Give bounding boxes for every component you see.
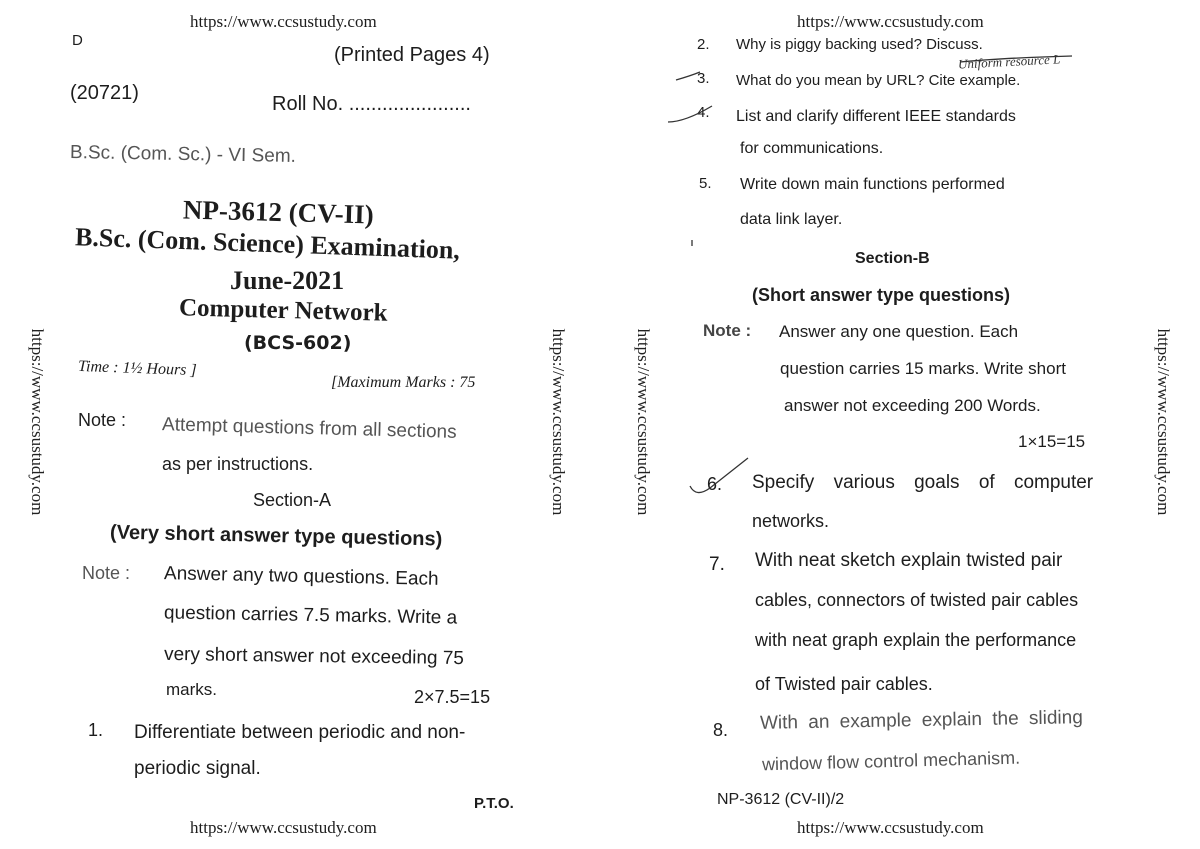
section-a-note-line-1: Answer any two questions. Each <box>163 563 439 590</box>
watermark-top-left: https://www.ccsustudy.com <box>190 12 377 31</box>
question-6-line-1: Specify various goals of computer <box>752 472 1094 493</box>
question-5-line-1: Write down main functions performed <box>740 176 1005 193</box>
time-label: Time : 1½ Hours ] <box>77 357 197 380</box>
question-8-line-2: window flow control mechanism. <box>761 747 1021 775</box>
subject-code: (BCS-602) <box>244 332 352 354</box>
question-6-line-2: networks. <box>752 511 830 531</box>
section-b-marks: 1×15=15 <box>1018 432 1086 451</box>
section-b-note-line-1: Answer any one question. Each <box>779 322 1019 341</box>
question-7-line-1: With neat sketch explain twisted pair <box>755 550 1063 571</box>
question-4-line-2: for communications. <box>740 140 884 157</box>
note-label: Note : <box>78 410 127 430</box>
printed-pages: (Printed Pages 4) <box>334 44 490 66</box>
question-7-line-2: cables, connectors of twisted pair cables <box>755 590 1079 610</box>
section-a-note-line-4: marks. <box>166 680 217 699</box>
question-1-line-1: Differentiate between periodic and non- <box>134 722 466 743</box>
question-7-number: 7. <box>709 554 725 575</box>
watermark-side-2: https://www.ccsustudy.com <box>549 328 568 516</box>
footer-code: NP-3612 (CV-II)/2 <box>717 791 845 808</box>
corner-mark: D <box>72 32 83 49</box>
exam-title: B.Sc. (Com. Science) Examination, <box>74 222 461 265</box>
question-8-number: 8. <box>713 720 729 740</box>
question-7-line-3: with neat graph explain the performance <box>755 630 1077 650</box>
question-6-number: 6. <box>707 474 723 494</box>
handwritten-note: Uniform resource L <box>957 51 1061 72</box>
question-3-text: What do you mean by URL? Cite example. <box>736 72 1021 89</box>
question-4-line-1: List and clarify different IEEE standards <box>736 108 1016 125</box>
section-a-title: Section-A <box>253 490 332 510</box>
watermark-side-3: https://www.ccsustudy.com <box>634 328 653 516</box>
section-b-note-label: Note : <box>703 321 752 340</box>
question-4-number: 4. <box>697 104 710 121</box>
course-line: B.Sc. (Com. Sc.) - VI Sem. <box>69 142 297 167</box>
section-b-title: Section-B <box>855 250 930 267</box>
question-1-number: 1. <box>88 720 104 740</box>
paper-code: (20721) <box>70 82 139 104</box>
watermark-top-right: https://www.ccsustudy.com <box>797 12 984 31</box>
section-a-note-line-2: question carries 7.5 marks. Write a <box>163 602 458 629</box>
question-7-line-4: of Twisted pair cables. <box>755 674 933 694</box>
roll-no: Roll No. ...................... <box>272 93 471 115</box>
note-line-2: as per instructions. <box>162 454 314 474</box>
max-marks: [Maximum Marks : 75 <box>331 374 476 391</box>
section-a-note-label: Note : <box>82 563 131 583</box>
question-1-line-2: periodic signal. <box>134 758 261 779</box>
watermark-bottom-left: https://www.ccsustudy.com <box>190 818 377 837</box>
question-2-text: Why is piggy backing used? Discuss. <box>736 36 983 53</box>
exam-date: June-2021 <box>230 266 345 295</box>
watermark-side-1: https://www.ccsustudy.com <box>28 328 47 516</box>
question-2-number: 2. <box>697 36 710 53</box>
pto-label: P.T.O. <box>474 795 514 812</box>
question-8-line-1: With an example explain the sliding <box>759 707 1083 734</box>
watermark-bottom-right: https://www.ccsustudy.com <box>797 818 984 837</box>
section-a-note-line-3: very short answer not exceeding 75 <box>163 643 465 670</box>
section-b-note-line-3: answer not exceeding 200 Words. <box>784 396 1041 415</box>
section-b-subtitle: (Short answer type questions) <box>752 285 1011 305</box>
section-a-subtitle: (Very short answer type questions) <box>109 521 443 551</box>
watermark-side-4: https://www.ccsustudy.com <box>1154 328 1173 516</box>
question-3-number: 3. <box>697 70 710 87</box>
subject-title: Computer Network <box>178 294 388 327</box>
question-5-number: 5. <box>699 175 712 192</box>
section-a-marks: 2×7.5=15 <box>414 687 491 707</box>
section-b-note-line-2: question carries 15 marks. Write short <box>780 359 1066 378</box>
question-5-line-2: data link layer. <box>740 211 843 228</box>
exam-code: NP-3612 (CV-II) <box>182 194 375 230</box>
note-line-1: Attempt questions from all sections <box>161 414 457 443</box>
